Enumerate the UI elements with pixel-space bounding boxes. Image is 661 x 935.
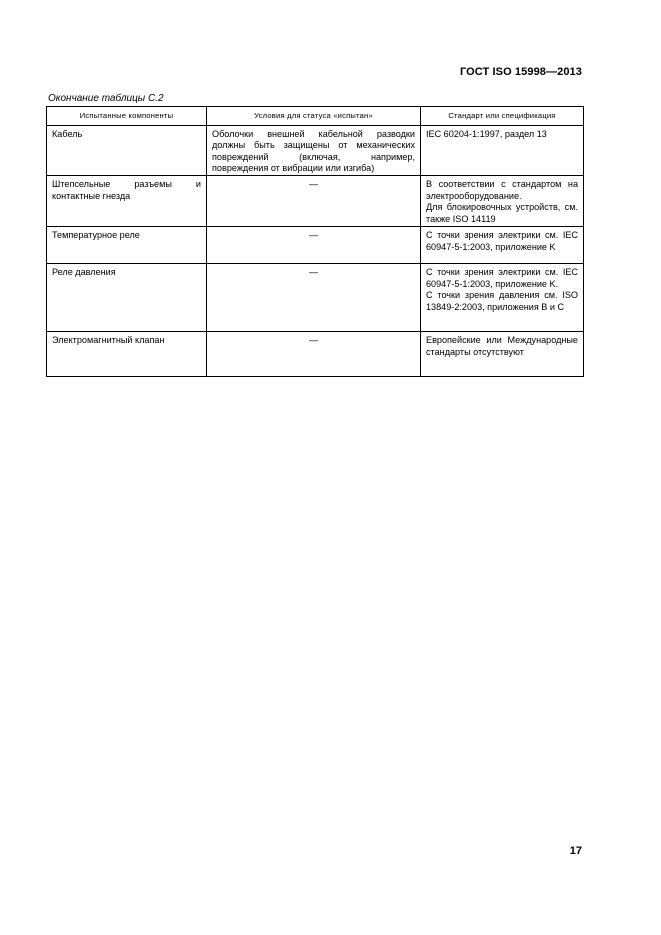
standard-line: С точки зрения давления см. ISO 13849-2:2003, приложения В и С bbox=[426, 290, 578, 312]
standard-line: Европейские или Международные стандарты отсутствуют bbox=[426, 334, 578, 357]
component-cell: Реле давления bbox=[47, 263, 207, 331]
table-header-row bbox=[47, 107, 584, 126]
condition-cell: — bbox=[207, 331, 421, 376]
column-header-components: Испытанные компоненты bbox=[47, 107, 207, 126]
standard-line: В соответствии с стандартом на электрооборудование. bbox=[426, 178, 578, 201]
table-row bbox=[47, 263, 584, 331]
components-table bbox=[46, 106, 584, 377]
standard-cell bbox=[421, 331, 584, 376]
column-header-standard: Стандарт или спецификация bbox=[421, 107, 584, 126]
standard-line: С точки зрения электрики см. IEC 60947-5-1:2003, приложение K bbox=[426, 229, 578, 252]
table-row bbox=[47, 226, 584, 263]
component-cell: Температурное реле bbox=[47, 226, 207, 263]
component-cell: Штепсельные разъемы и контактные гнезда bbox=[47, 175, 207, 226]
condition-cell: — bbox=[207, 226, 421, 263]
standard-line: Для блокировочных устройств, см. также ISO 14119 bbox=[426, 202, 578, 224]
condition-cell: — bbox=[207, 263, 421, 331]
document-standard-header: ГОСТ ISO 15998—2013 bbox=[459, 66, 582, 78]
page-number: 17 bbox=[569, 845, 582, 857]
table-row bbox=[47, 331, 584, 376]
table-caption: Окончание таблицы С.2 bbox=[48, 93, 164, 104]
component-cell: Электромагнитный клапан bbox=[47, 331, 207, 376]
standard-cell bbox=[421, 125, 584, 175]
standard-cell bbox=[421, 175, 584, 226]
condition-cell: — bbox=[207, 175, 421, 226]
table-row bbox=[47, 175, 584, 226]
component-cell: Кабель bbox=[47, 125, 207, 175]
standard-line: IEC 60204-1:1997, раздел 13 bbox=[426, 128, 547, 139]
standard-cell bbox=[421, 226, 584, 263]
condition-cell: Оболочки внешней кабельной разводки должны быть защищены от механических повреждений (включая, например, повреждения от вибрации или изгиба) bbox=[207, 125, 421, 175]
standard-cell bbox=[421, 263, 584, 331]
table-row bbox=[47, 125, 584, 175]
standard-line: С точки зрения электрики см. IEC 60947-5-1:2003, приложение K. bbox=[426, 266, 578, 289]
column-header-conditions: Условия для статуса «испытан» bbox=[207, 107, 421, 126]
